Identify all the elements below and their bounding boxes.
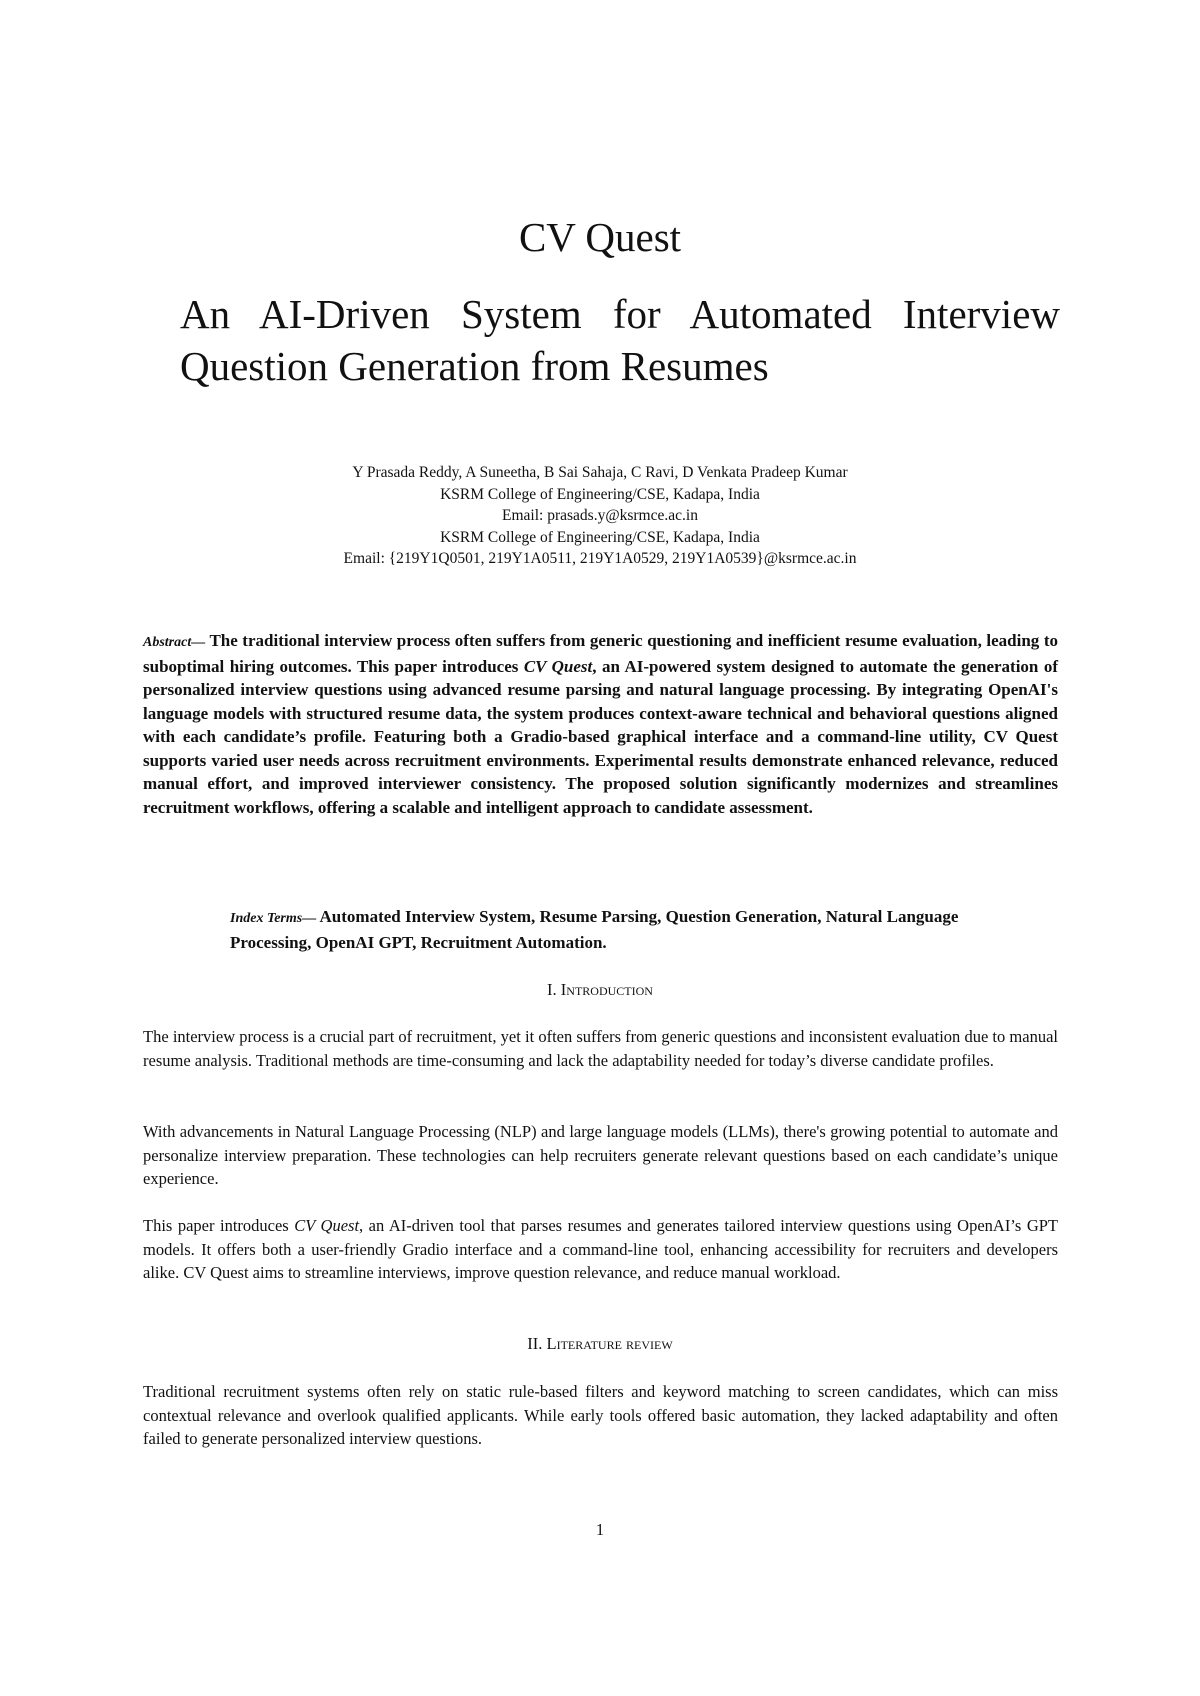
intro-paragraph-2: With advancements in Natural Language Processing (NLP) and large language models (LLMs), there's growing potential to automate and personalize interview preparation. These technologies can help recruiters generate relevant questions based on each candidate’s unique experience. <box>143 1122 1058 1188</box>
abstract-label: Abstract— <box>143 635 206 650</box>
email-1: Email: prasads.y@ksrmce.ac.in <box>502 507 698 524</box>
section-heading-introduction: I. Introduction <box>547 980 653 999</box>
intro-paragraph-3 <box>143 1214 1058 1285</box>
affiliation-1: KSRM College of Engineering/CSE, Kadapa, India <box>440 485 760 503</box>
intro-paragraph-1: The interview process is a crucial part of recruitment, yet it often suffers from generic questions and inconsistent evaluation due to manual resume analysis. Traditional methods are time-consuming and lack the adaptability needed for today’s diverse candidate profiles. <box>143 1027 1058 1070</box>
index-terms-label: Index Terms— <box>230 911 317 926</box>
page-number: 1 <box>595 1520 605 1539</box>
section-heading-literature-review: II. Literature review <box>527 1334 673 1353</box>
paper-title: CV Quest <box>518 214 682 260</box>
email-2: Email: {219Y1Q0501, 219Y1A0511, 219Y1A0529, 219Y1A0539}@ksrmce.ac.in <box>343 550 857 567</box>
subtitle-line-2: Question Generation from Resumes <box>180 343 769 389</box>
intro-p3-text-2: , an AI-driven tool that parses resumes and generates tailored interview questions using OpenAI’s GPT models. It offers both a user-friendly Gradio interface and a command-line tool, enhancing accessibility for recruiters and developers alike. CV Quest aims to streamline interviews, improve question relevance, and reduce manual workload. <box>143 1216 1059 1282</box>
abstract-text-1: The traditional interview process often suffers from generic questioning and inefficient resume evaluation, leading to suboptimal hiring outcomes. This paper introduces <box>143 631 1058 676</box>
index-terms-text: Automated Interview System, Resume Parsing, Question Generation, Natural Language Processing, OpenAI GPT, Recruitment Automation. <box>230 907 959 952</box>
abstract <box>143 629 1058 819</box>
abstract-emphasis: CV Quest <box>523 656 593 676</box>
author-names: Y Prasada Reddy, A Suneetha, B Sai Sahaja, C Ravi, D Venkata Pradeep Kumar <box>352 464 848 481</box>
paper-subtitle <box>180 288 1060 392</box>
abstract-text-2: , an AI-powered system designed to automate the generation of personalized interview questions using advanced resume parsing and natural language processing. By integrating OpenAI's language models with structured resume data, the system produces context-aware technical and behavioral questions aligned with each candidate’s profile. Featuring both a Gradio-based graphical interface and a command-line utility, CV Quest supports varied user needs across recruitment environments. Experimental results demonstrate enhanced relevance, reduced manual effort, and improved interviewer consistency. The proposed solution significantly modernizes and streamlines recruitment workflows, offering a scalable and intelligent approach to candidate assessment. <box>143 656 1059 817</box>
intro-p3-emphasis: CV Quest <box>294 1216 360 1235</box>
index-terms <box>230 905 970 954</box>
literature-paragraph-1: Traditional recruitment systems often rely on static rule-based filters and keyword matching to screen candidates, which can miss contextual relevance and overlook qualified applicants. While early tools offered basic automation, they lacked adaptability and often failed to generate personalized interview questions. <box>143 1382 1058 1448</box>
author-block <box>0 462 1200 570</box>
subtitle-line-1: An AI-Driven System for Automated Interview <box>180 291 1060 337</box>
affiliation-2: KSRM College of Engineering/CSE, Kadapa, India <box>440 528 760 546</box>
intro-p3-text-1: This paper introduces <box>143 1216 295 1235</box>
